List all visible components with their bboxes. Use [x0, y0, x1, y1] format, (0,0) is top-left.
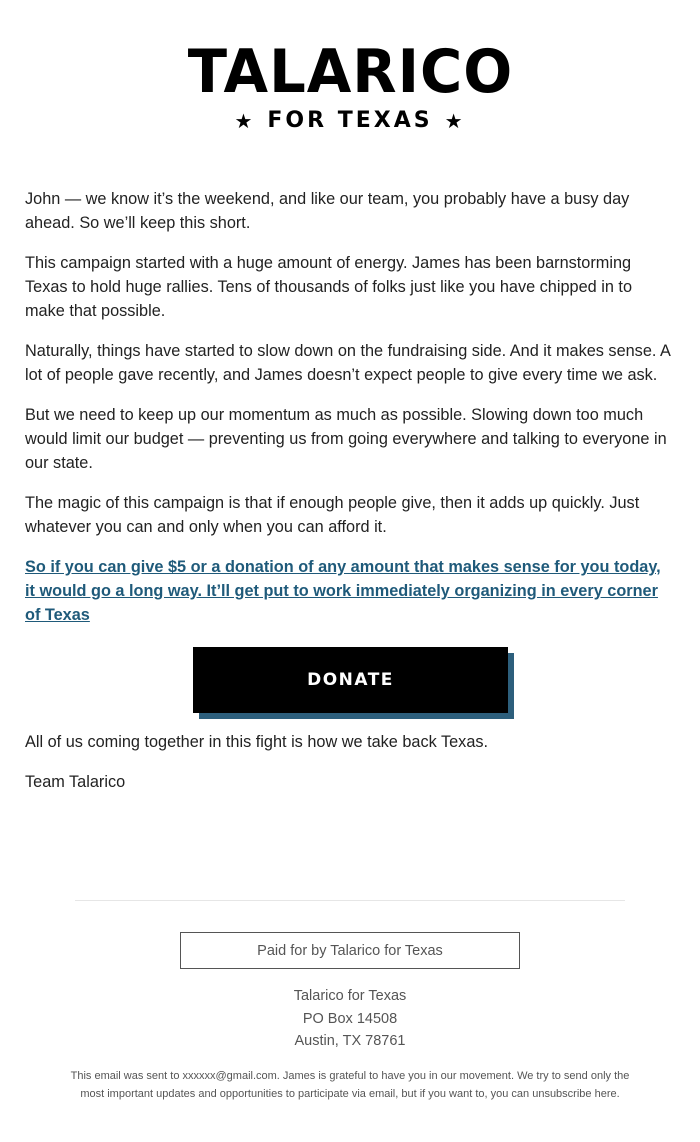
paragraph-5: The magic of this campaign is that if enough people give, then it adds up quickly. Just whatever you can and only when you can afford it.: [25, 494, 640, 536]
star-icon: ★: [444, 109, 466, 133]
closing-line: All of us coming together in this fight is how we take back Texas.: [25, 733, 489, 751]
footer-divider: [75, 900, 625, 901]
logo-subtitle: FOR TEXAS: [267, 108, 433, 133]
address-line-name: Talarico for Texas: [293, 988, 407, 1004]
star-icon: ★: [234, 109, 256, 133]
address-line-city: Austin, TX 78761: [294, 1033, 406, 1049]
mailing-address: [0, 985, 700, 1053]
logo-subtitle-row: [0, 108, 700, 134]
donate-button-wrap: [193, 647, 508, 713]
cta-paragraph: [25, 555, 675, 627]
paid-for-disclaimer: Paid for by Talarico for Texas: [180, 932, 520, 969]
paragraph-3: Naturally, things have started to slow down on the fundraising side. And it makes sense. A lot of people gave recently, and James doesn’t expect people to give every time we ask.: [25, 342, 670, 384]
paragraph-4: But we need to keep up our momentum as much as possible. Slowing down too much would limit our budget — preventing us from going everywhere and talking to everyone in our state.: [25, 406, 667, 472]
fine-print: This email was sent to xxxxxx@gmail.com. James is grateful to have you in our movement. We try to send only the most important updates and opportunities to participate via email, but if you want to, you can unsubscribe here.: [70, 1070, 630, 1100]
email-body: [25, 187, 675, 810]
paragraph-2: This campaign started with a huge amount of energy. James has been barnstorming Texas to hold huge rallies. Tens of thousands of folks just like you have chipped in to make that possible.: [25, 254, 632, 320]
signature: Team Talarico: [25, 773, 126, 791]
logo-title: TALARICO: [187, 37, 513, 107]
paragraph-1: John — we know it’s the weekend, and like our team, you probably have a busy day ahead. So we’ll keep this short.: [25, 190, 630, 232]
donation-link[interactable]: So if you can give $5 or a donation of any amount that makes sense for you today, it would go a long way. It’ll get put to work immediately organizing in every corner of Texas: [25, 558, 661, 624]
campaign-logo: [0, 38, 700, 134]
donate-button[interactable]: DONATE: [193, 647, 508, 713]
address-line-po-box: PO Box 14508: [302, 1010, 398, 1027]
